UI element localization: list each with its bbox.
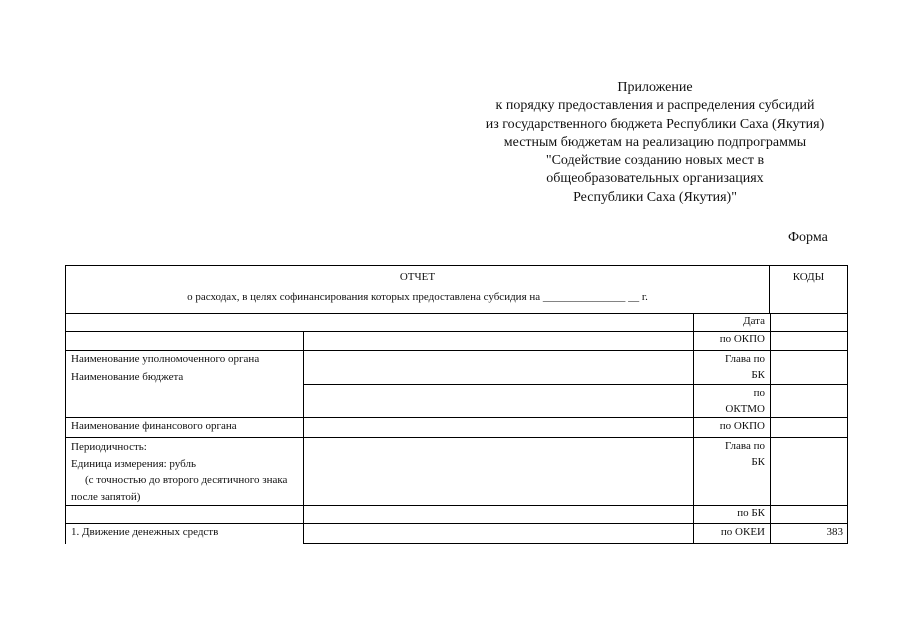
annex-line: "Содействие созданию новых мест в bbox=[545, 153, 765, 169]
cell-empty bbox=[65, 506, 303, 524]
fin-organ-value bbox=[303, 418, 693, 438]
okpo-code bbox=[770, 418, 848, 438]
auth-budget-cell bbox=[65, 351, 303, 418]
cell-empty bbox=[65, 332, 303, 351]
report-table bbox=[65, 265, 848, 545]
okei-label: по ОКЕИ bbox=[693, 524, 770, 544]
annex-line: к порядку предоставления и распределения субсидий bbox=[495, 98, 815, 114]
cash-flow-value bbox=[303, 524, 693, 544]
annex-line: Приложение bbox=[617, 80, 693, 95]
codes-header-cell bbox=[770, 265, 848, 314]
cash-flow-label: 1. Движение денежных средств bbox=[65, 524, 303, 544]
fin-organ-label: Наименование финансового органа bbox=[65, 418, 303, 438]
okpo-code bbox=[770, 332, 848, 351]
annex-header bbox=[440, 79, 870, 207]
unit-label: Единица измерения: рубль bbox=[71, 457, 196, 470]
annex-line: Республики Саха (Якутия)" bbox=[573, 189, 737, 205]
periodicity-value bbox=[303, 438, 693, 506]
oktmo-label: по ОКТМО bbox=[693, 385, 770, 418]
head-bk-code bbox=[770, 351, 848, 385]
report-title: ОТЧЕТ bbox=[399, 271, 436, 283]
okpo-label: по ОКПО bbox=[693, 418, 770, 438]
form-label: Форма bbox=[788, 230, 828, 245]
annex-line: общеобразовательных организациях bbox=[546, 171, 764, 187]
date-label: Дата bbox=[693, 314, 770, 332]
po-bk-label: по БК bbox=[693, 506, 770, 524]
report-subtitle: о расходах, в целях софинансирования которых предоставлена субсидия на _______________ __ г. bbox=[187, 291, 648, 303]
cell-empty bbox=[303, 506, 693, 524]
cell-empty bbox=[303, 314, 693, 332]
codes-header: КОДЫ bbox=[792, 271, 825, 283]
report-header-cell bbox=[65, 265, 770, 314]
budget-name-label: Наименование бюджета bbox=[71, 370, 184, 383]
periodicity-label: Периодичность: bbox=[71, 441, 147, 453]
annex-line: местным бюджетам на реализацию подпрограммы bbox=[503, 134, 807, 150]
periodicity-cell bbox=[65, 438, 303, 506]
okei-code: 383 bbox=[770, 524, 848, 544]
auth-organ-value bbox=[303, 351, 693, 385]
head-bk-label: Глава по БК bbox=[693, 438, 770, 506]
date-code bbox=[770, 314, 848, 332]
head-bk-code bbox=[770, 438, 848, 506]
unit-note: (с точностью до второго десятичного знака после запятой) bbox=[71, 474, 288, 503]
cell-empty bbox=[303, 332, 693, 351]
budget-name-value bbox=[303, 385, 693, 418]
annex-line: из государственного бюджета Республики Саха (Якутия) bbox=[485, 116, 825, 132]
auth-organ-label: Наименование уполномоченного органа bbox=[71, 353, 260, 365]
oktmo-code bbox=[770, 385, 848, 418]
po-bk-code bbox=[770, 506, 848, 524]
head-bk-label: Глава по БК bbox=[693, 351, 770, 385]
cell-empty bbox=[65, 314, 303, 332]
okpo-label: по ОКПО bbox=[693, 332, 770, 351]
